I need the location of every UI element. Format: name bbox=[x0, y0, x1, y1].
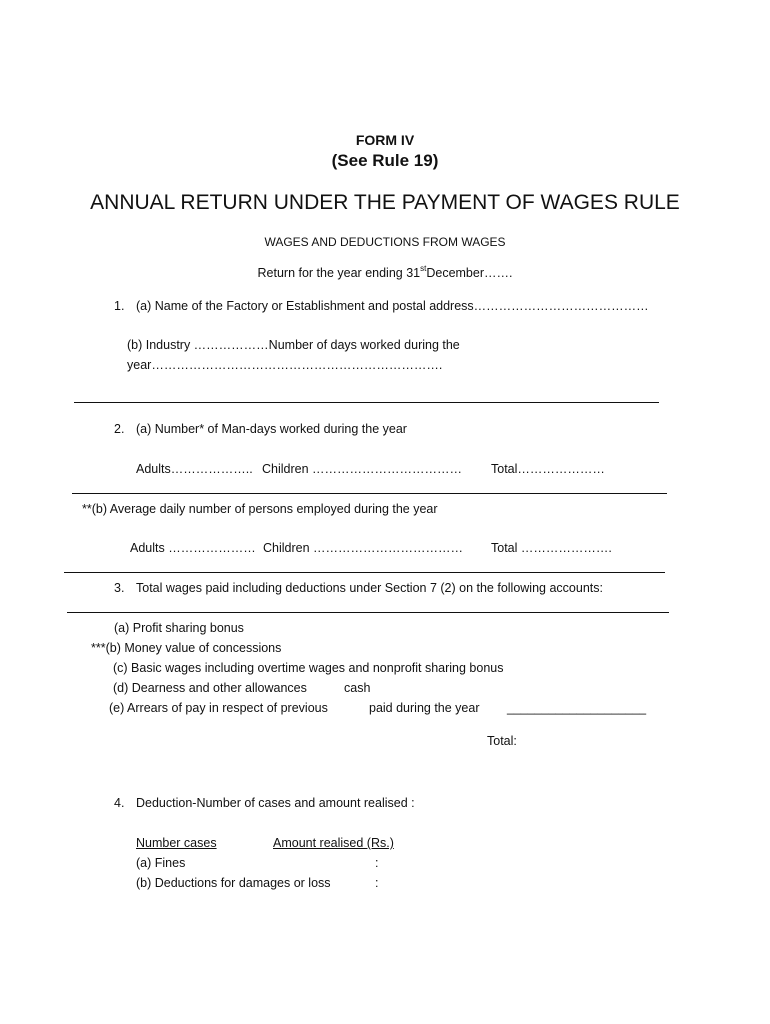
item3-dearness: (d) Dearness and other allowances bbox=[113, 681, 307, 695]
form-number: FORM IV bbox=[355, 132, 415, 148]
item4-fines-colon: : bbox=[375, 856, 379, 870]
item3-basic-wages: (c) Basic wages including overtime wages and nonprofit sharing bonus bbox=[113, 661, 504, 675]
item2-number: 2. bbox=[114, 422, 125, 436]
item2-adults-average: Adults ………………… bbox=[130, 541, 256, 555]
item3-concessions: ***(b) Money value of concessions bbox=[91, 641, 282, 655]
divider-1 bbox=[74, 402, 659, 403]
item4-damages: (b) Deductions for damages or loss bbox=[136, 876, 331, 890]
item1-establishment-address: (a) Name of the Factory or Establishment and postal address…………………………………… bbox=[136, 299, 649, 313]
item2-children-average: Children ……………………………… bbox=[263, 541, 464, 555]
item4-col-number-cases: Number cases bbox=[136, 836, 217, 850]
item1-number: 1. bbox=[114, 299, 125, 313]
item2-man-days: (a) Number* of Man-days worked during the year bbox=[136, 422, 407, 436]
item1-industry-line2: year……………………………………………………………. bbox=[127, 358, 443, 372]
page-title: ANNUAL RETURN UNDER THE PAYMENT OF WAGES RULE bbox=[90, 191, 680, 214]
item3-paid-during-year: paid during the year bbox=[369, 701, 480, 715]
item4-fines: (a) Fines bbox=[136, 856, 186, 870]
item3-number: 3. bbox=[114, 581, 125, 595]
return-year-line bbox=[0, 265, 770, 281]
rule-reference: (See Rule 19) bbox=[331, 151, 439, 170]
divider-4 bbox=[67, 612, 669, 613]
item1-industry-line1: (b) Industry ………………Number of days worked during the bbox=[127, 338, 460, 352]
item4-damages-colon: : bbox=[375, 876, 379, 890]
return-suffix: December……. bbox=[426, 266, 513, 280]
item4-heading: Deduction-Number of cases and amount realised : bbox=[136, 796, 415, 810]
item4-col-amount-realised: Amount realised (Rs.) bbox=[273, 836, 394, 850]
item3-arrears-blank: ____________________ bbox=[507, 701, 647, 715]
item3-cash: cash bbox=[344, 681, 371, 695]
item2-adults: Adults……………….. bbox=[136, 462, 253, 476]
item3-total: Total: bbox=[487, 734, 517, 748]
item2-total: Total………………… bbox=[491, 462, 605, 476]
divider-3 bbox=[64, 572, 665, 573]
divider-2 bbox=[72, 493, 667, 494]
return-prefix: Return for the year ending 31 bbox=[257, 266, 421, 280]
page-subtitle: WAGES AND DEDUCTIONS FROM WAGES bbox=[264, 235, 506, 249]
item3-heading: Total wages paid including deductions under Section 7 (2) on the following accounts: bbox=[136, 581, 603, 595]
item2-total-average: Total …………………. bbox=[491, 541, 612, 555]
item2-children: Children ……………………………… bbox=[262, 462, 463, 476]
item3-profit-sharing: (a) Profit sharing bonus bbox=[114, 621, 244, 635]
item3-arrears: (e) Arrears of pay in respect of previous bbox=[109, 701, 328, 715]
item4-number: 4. bbox=[114, 796, 125, 810]
return-superscript: st bbox=[420, 263, 427, 273]
item2-average-daily: **(b) Average daily number of persons employed during the year bbox=[82, 502, 438, 516]
